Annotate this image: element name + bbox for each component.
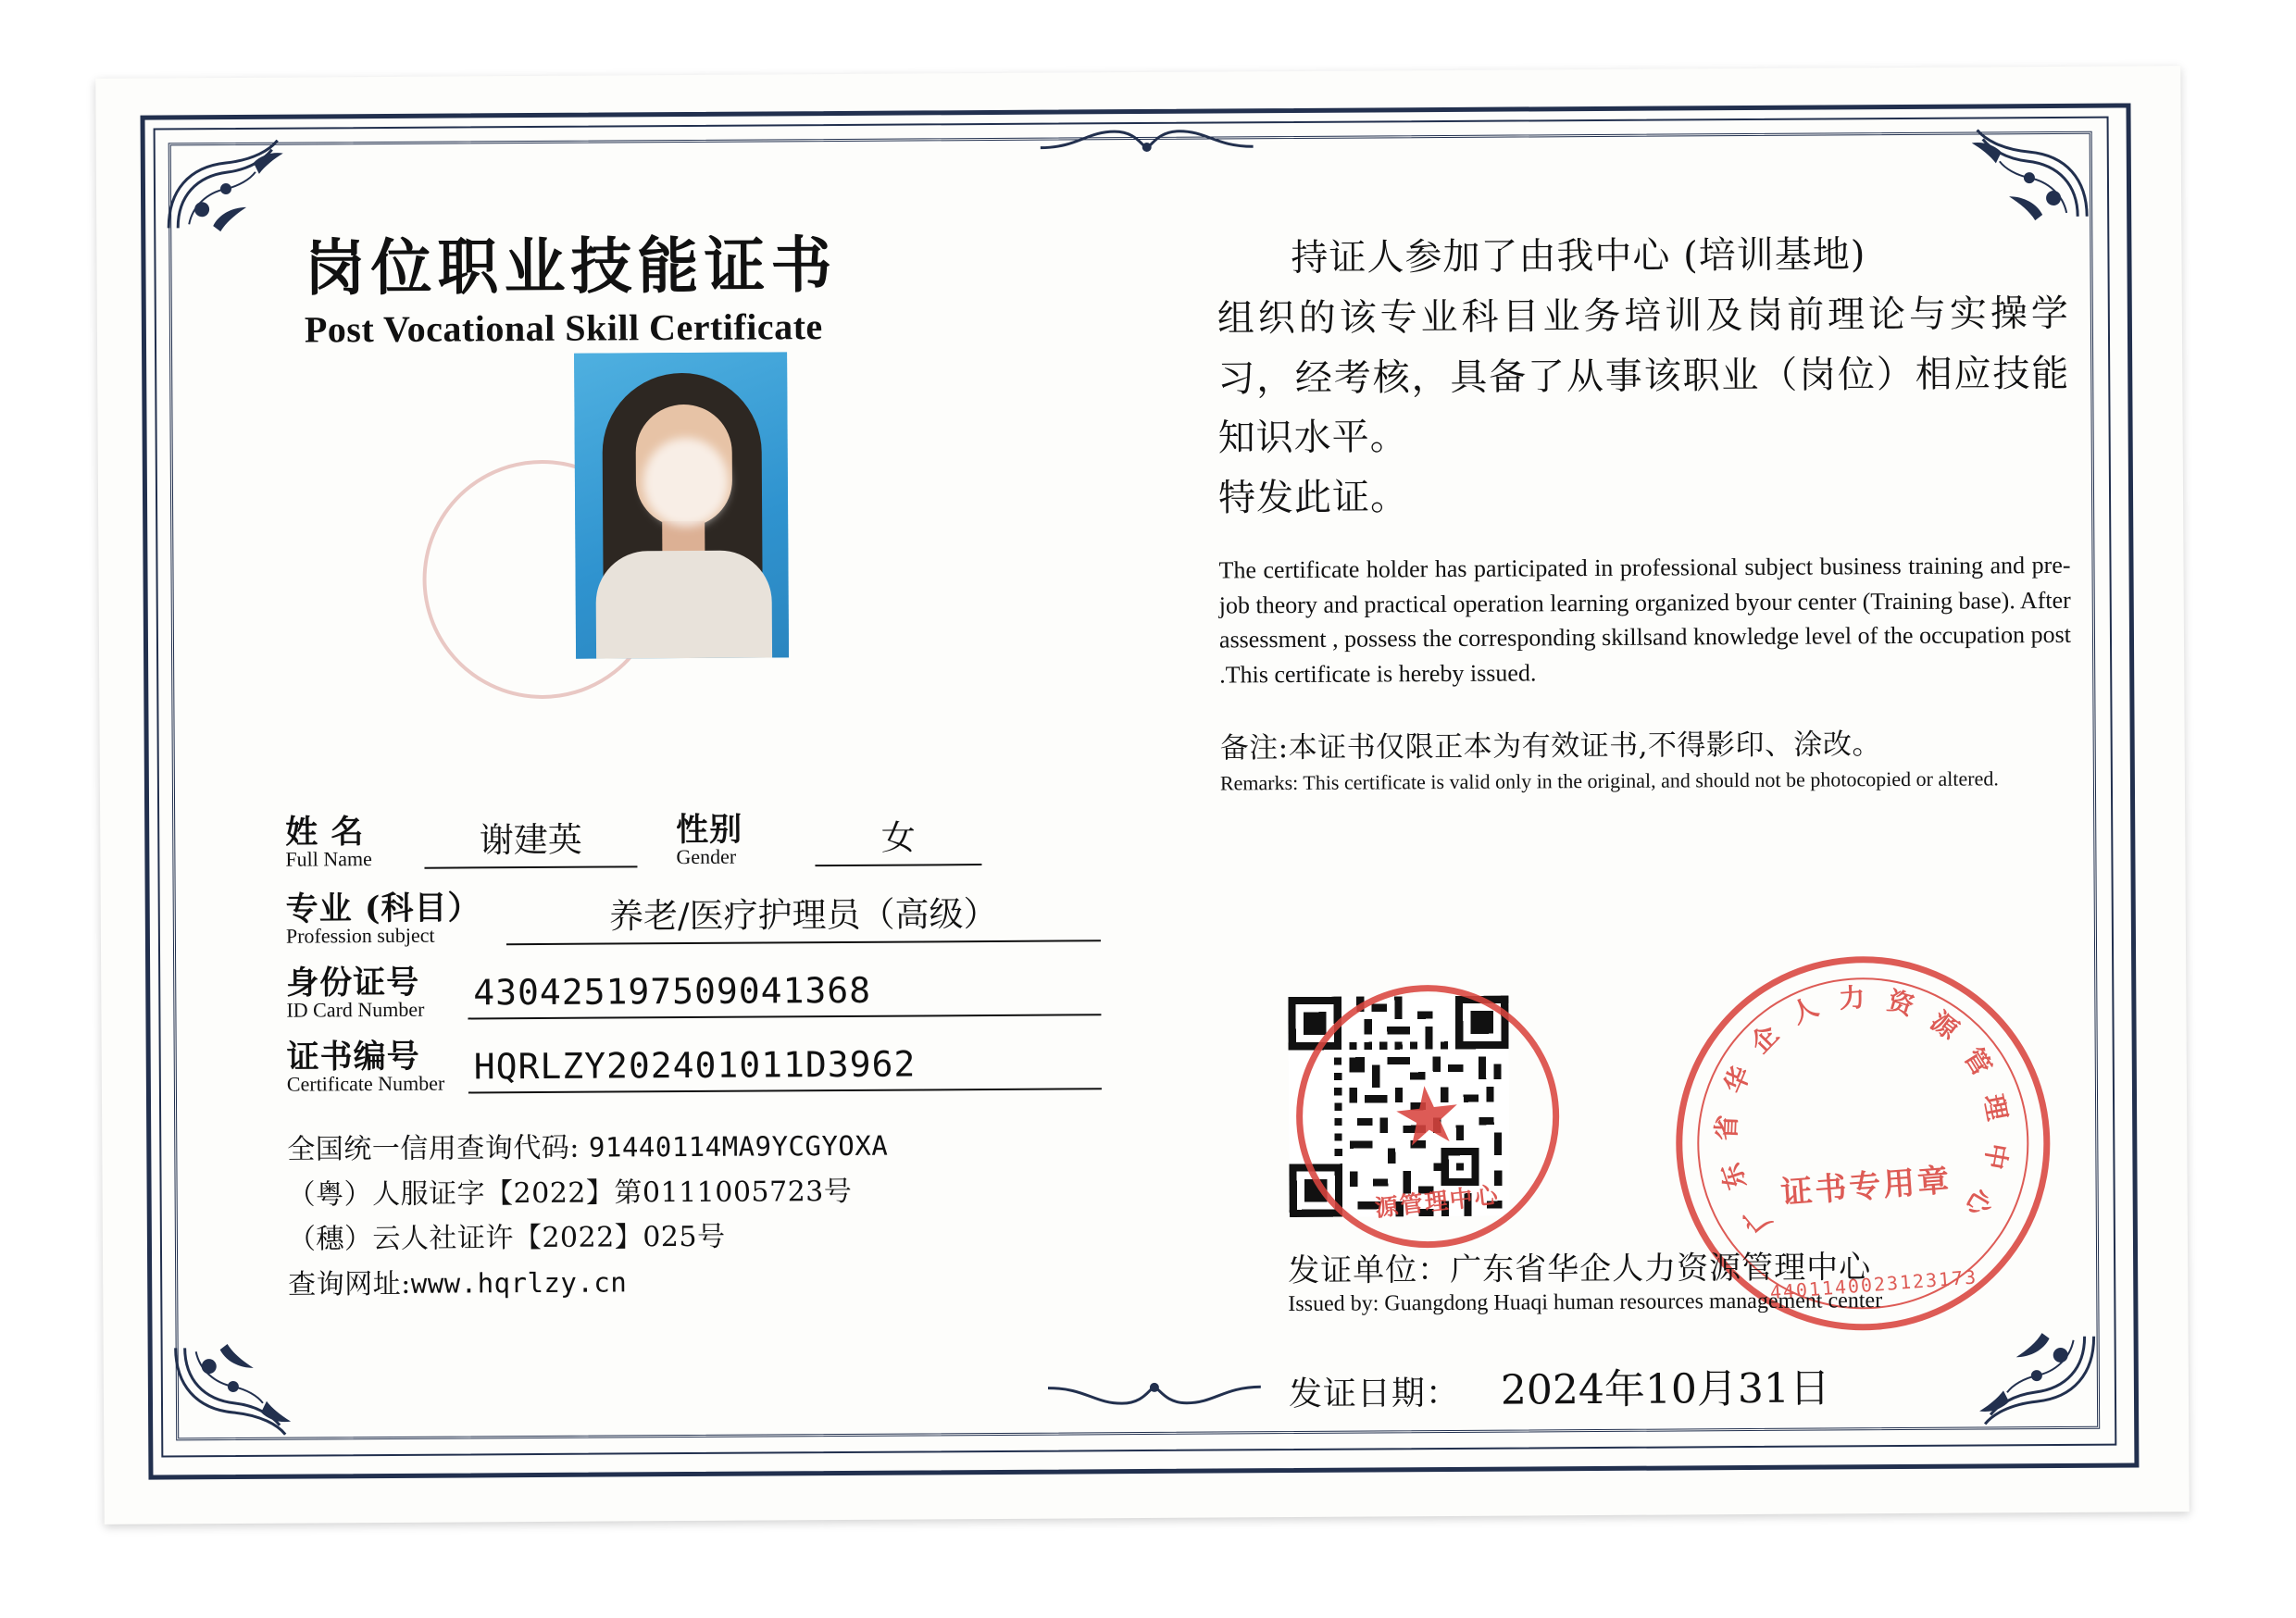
profession-label-en: Profession subject <box>285 923 435 948</box>
body-cn-line-1: 持证人参加了由我中心 (培训基地) <box>1291 233 1866 280</box>
issuer-line-en <box>1288 1288 2084 1317</box>
credit-code-label: 全国统一信用查询代码: <box>287 1131 580 1166</box>
page-title-en: Post Vocational Skill Certificate <box>304 305 823 351</box>
page-title-cn: 岗位职业技能证书 <box>304 229 838 305</box>
holder-photo <box>574 352 789 658</box>
query-url-label: 查询网址: <box>288 1267 411 1301</box>
issue-date-block <box>1289 1353 2085 1417</box>
field-row-name <box>285 808 1100 869</box>
top-ornament-icon <box>1041 127 1254 167</box>
corner-flourish-icon <box>1965 124 2095 227</box>
fields-block <box>285 808 1158 1308</box>
certificate-paper <box>95 66 2189 1525</box>
query-url-line <box>288 1258 1158 1308</box>
gender-label-cn: 性别 <box>676 810 743 850</box>
info-lines <box>287 1123 1158 1308</box>
issuer-block <box>1288 1240 2084 1317</box>
body-text-en: The certificate holder has participated in professional subject business training and pre-job theory and practical operation learning organized byour center (Training base). After assessment , possess the corresponding skillsand knowledge level of the occupation post .This certificate is hereby issued. <box>1218 551 2072 689</box>
photo-glare <box>643 438 730 528</box>
left-column <box>281 230 1143 351</box>
certificate-number-value: HQRLZY202401011D3962 <box>468 1042 1102 1093</box>
id-card-label-en: ID Card Number <box>286 997 425 1022</box>
gender-label-en: Gender <box>676 844 737 869</box>
profession-label-cn: 专业 (科目） <box>285 889 481 928</box>
field-row-id-card <box>286 962 1101 1020</box>
issuer-label-en: Issued by: <box>1288 1291 1379 1317</box>
profession-value: 养老/医疗护理员（高级） <box>506 885 1101 945</box>
name-value: 谢建英 <box>424 811 637 868</box>
certificate-number-label-en: Certificate Number <box>286 1071 445 1096</box>
remark-en: Remarks: This certificate is valid only in the original, and should not be photocopied or altered. <box>1219 766 1999 795</box>
name-label-cn: 姓 名 <box>285 813 365 852</box>
gender-value: 女 <box>815 809 981 866</box>
right-column <box>1217 224 2072 795</box>
query-url-value[interactable]: www.hqrlzy.cn <box>410 1266 628 1300</box>
certificate-number-label-cn: 证书编号 <box>286 1037 420 1077</box>
approval-line-1: （粤）人服证字【2022】第0111005723号 <box>287 1175 853 1212</box>
certificate-number-label <box>287 1039 468 1094</box>
seal-right-number: 4401140023123173 <box>1769 1265 1978 1304</box>
remark-cn: 备注:本证书仅限正本为有效证书,不得影印、涂改。 <box>1219 727 1882 765</box>
issuer-label-cn: 发证单位： <box>1288 1251 1451 1290</box>
approval-line-2: （穗）云人社证许【2022】025号 <box>287 1220 726 1256</box>
corner-flourish-icon <box>168 1338 299 1441</box>
body-text-cn <box>1217 224 2070 529</box>
seal-right-arc-text: 广 东 省 华 企 人 力 资 源 管 理 中 心 <box>1711 981 2014 1239</box>
id-card-value: 430425197509041368 <box>468 968 1101 1019</box>
name-label-en: Full Name <box>285 847 372 871</box>
body-cn-line-3: 特发此证。 <box>1217 476 1409 520</box>
star-icon: ★ <box>1387 1068 1468 1165</box>
profession-label <box>286 891 506 946</box>
issuer-value-en: Guangdong Huaqi human resources management center <box>1384 1288 1883 1316</box>
id-card-label-cn: 身份证号 <box>286 963 420 1002</box>
seal-left-text: 源管理中心 <box>1373 1181 1502 1222</box>
issuer-line-cn <box>1288 1240 2084 1290</box>
issuer-value-cn: 广东省华企人力资源管理中心 <box>1450 1249 1872 1288</box>
corner-flourish-icon <box>161 135 292 238</box>
credit-code-line <box>287 1123 1157 1173</box>
credit-code-value: 91440114MA9YCGYOXA <box>588 1129 889 1164</box>
seal-right-mid-text: 证书专用章 <box>1779 1162 1953 1213</box>
issue-date-value: 2024年10月31日 <box>1500 1364 1831 1414</box>
id-card-label <box>286 965 468 1020</box>
bottom-ornament-icon <box>1048 1367 1261 1407</box>
photo-clothing <box>595 550 772 658</box>
name-label <box>285 815 424 870</box>
issue-date-label: 发证日期： <box>1288 1374 1461 1414</box>
field-row-profession <box>286 885 1101 946</box>
body-cn-line-2: 组织的该专业科目业务培训及岗前理论与实操学习，经考核，具备了从事该职业（岗位）相应技能知识水平。 <box>1217 292 2070 460</box>
gender-label <box>676 810 815 869</box>
field-row-certificate-number <box>287 1036 1102 1094</box>
